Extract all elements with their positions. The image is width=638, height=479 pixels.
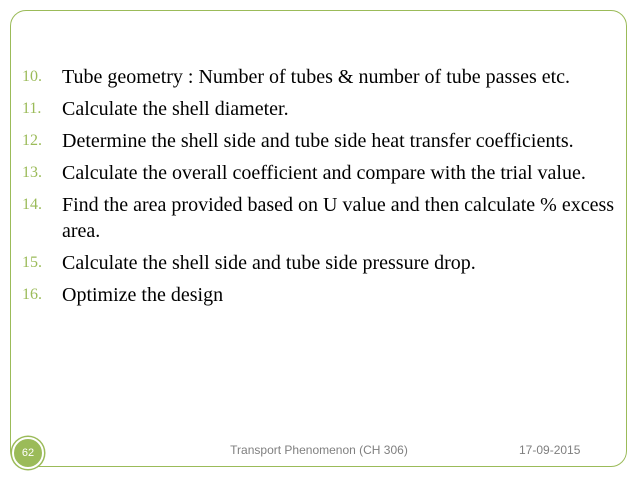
- list-item-number: 13.: [22, 164, 42, 181]
- list-item-number: 12.: [22, 132, 42, 149]
- footer-title: Transport Phenomenon (CH 306): [230, 443, 408, 457]
- list-item-number: 14.: [22, 196, 42, 213]
- list-item-text: Optimize the design: [62, 284, 224, 306]
- list-item: [22, 192, 614, 244]
- list-item-number: 16.: [22, 286, 42, 303]
- numbered-list: [22, 64, 614, 314]
- list-item-text: Tube geometry : Number of tubes & number of tube passes etc.: [62, 66, 571, 88]
- list-item-number: 15.: [22, 254, 42, 271]
- list-item: [22, 96, 614, 122]
- list-item-text: Calculate the overall coefficient and compare with the trial value.: [62, 162, 586, 184]
- list-item-number: 11.: [22, 100, 42, 117]
- list-item-text: Calculate the shell diameter.: [62, 98, 289, 120]
- footer-date: 17-09-2015: [519, 443, 581, 457]
- list-item-text: Find the area provided based on U value and then calculate % excess area.: [62, 194, 615, 242]
- list-item-text: Calculate the shell side and tube side pressure drop.: [62, 252, 476, 274]
- list-item-text: Determine the shell side and tube side heat transfer coefficients.: [62, 130, 574, 152]
- page-number-badge: 62: [12, 437, 44, 469]
- list-item: [22, 250, 614, 276]
- list-item-number: 10.: [22, 68, 42, 85]
- list-item: [22, 128, 614, 154]
- list-item: [22, 282, 614, 308]
- list-item: [22, 160, 614, 186]
- list-item: [22, 64, 614, 90]
